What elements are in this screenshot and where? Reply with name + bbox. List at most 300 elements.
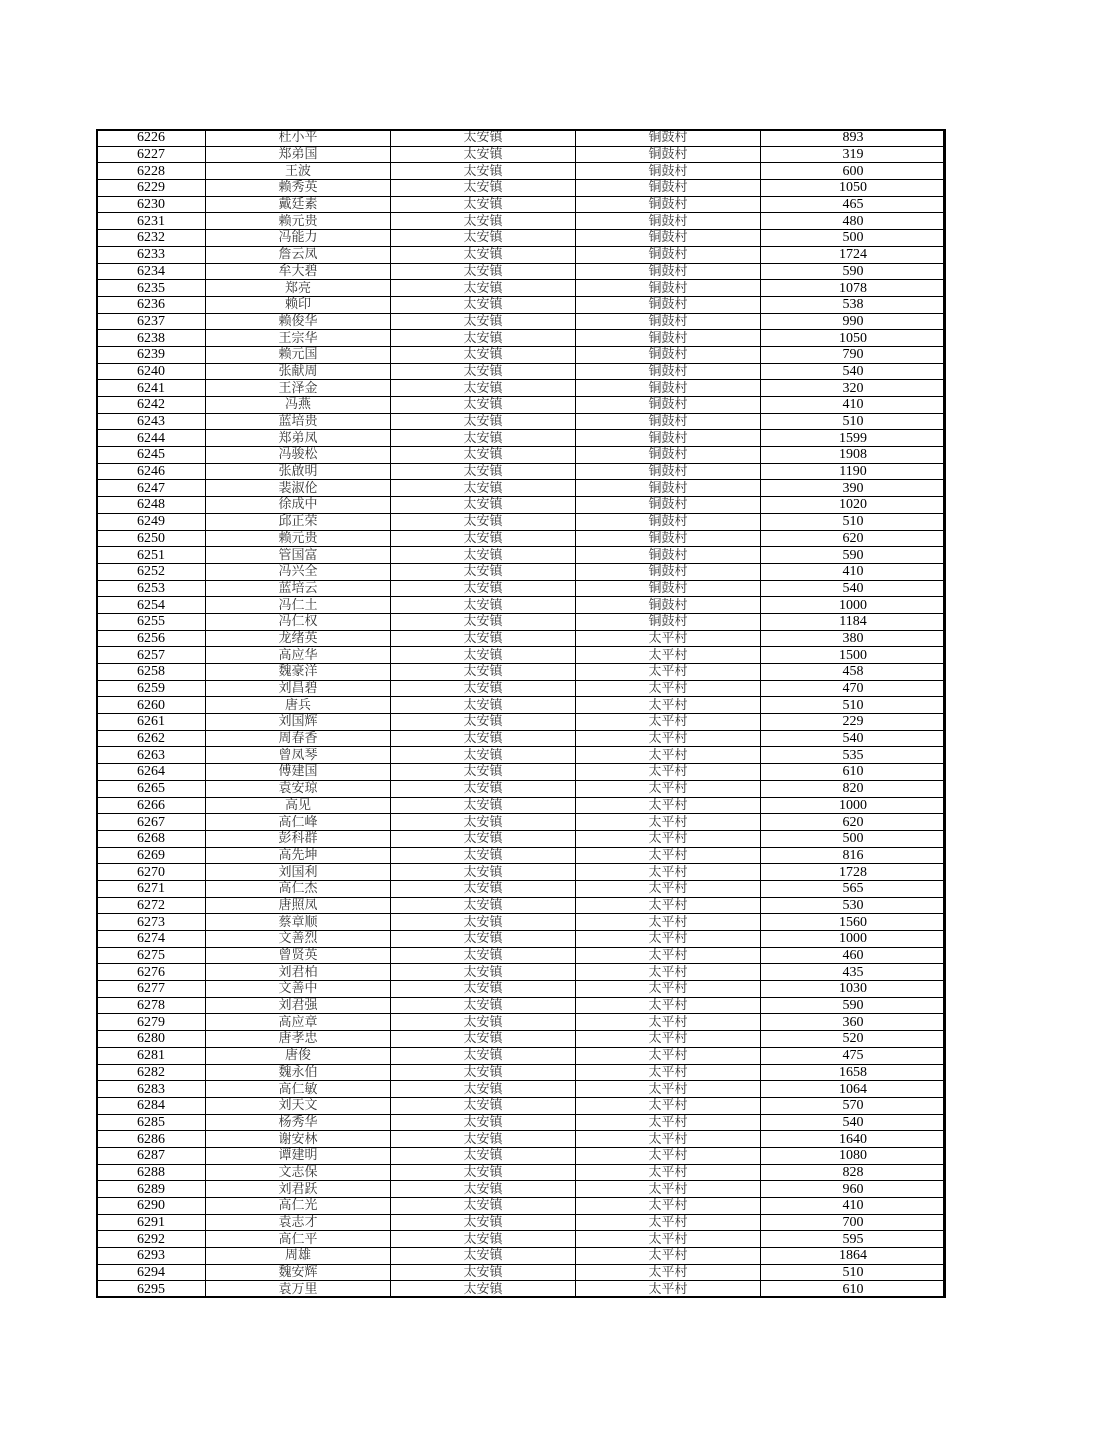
amount-cell: 1908 (761, 447, 946, 464)
row-number-cell: 6287 (97, 1147, 206, 1164)
village-cell: 铜鼓村 (576, 547, 761, 564)
table-row (97, 964, 946, 981)
village-cell: 铜鼓村 (576, 130, 761, 147)
village-cell: 铜鼓村 (576, 480, 761, 497)
village-cell: 太平村 (576, 981, 761, 998)
person-name-cell: 戴廷素 (206, 196, 391, 213)
row-number-cell: 6228 (97, 163, 206, 180)
town-cell: 太安镇 (391, 163, 576, 180)
amount-cell: 790 (761, 346, 946, 363)
village-cell: 太平村 (576, 1081, 761, 1098)
village-cell: 铜鼓村 (576, 513, 761, 530)
person-name-cell: 赖俊华 (206, 313, 391, 330)
row-number-cell: 6285 (97, 1114, 206, 1131)
village-cell: 太平村 (576, 880, 761, 897)
person-name-cell: 赖元贵 (206, 213, 391, 230)
amount-cell: 500 (761, 830, 946, 847)
person-name-cell: 唐照凤 (206, 897, 391, 914)
amount-cell: 1864 (761, 1248, 946, 1265)
person-name-cell: 刘昌碧 (206, 680, 391, 697)
village-cell: 铜鼓村 (576, 213, 761, 230)
table-row (97, 146, 946, 163)
town-cell: 太安镇 (391, 847, 576, 864)
amount-cell: 1658 (761, 1064, 946, 1081)
table-row (97, 1031, 946, 1048)
row-number-cell: 6263 (97, 747, 206, 764)
row-number-cell: 6290 (97, 1198, 206, 1215)
village-cell: 太平村 (576, 780, 761, 797)
amount-cell: 510 (761, 513, 946, 530)
town-cell: 太安镇 (391, 230, 576, 247)
table-row (97, 447, 946, 464)
amount-cell: 1000 (761, 797, 946, 814)
person-name-cell: 张献周 (206, 363, 391, 380)
town-cell: 太安镇 (391, 497, 576, 514)
town-cell: 太安镇 (391, 947, 576, 964)
person-name-cell: 蓝培云 (206, 580, 391, 597)
person-name-cell: 高仁峰 (206, 814, 391, 831)
amount-cell: 530 (761, 897, 946, 914)
town-cell: 太安镇 (391, 647, 576, 664)
table-row (97, 413, 946, 430)
person-name-cell: 詹云凤 (206, 246, 391, 263)
town-cell: 太安镇 (391, 480, 576, 497)
amount-cell: 1190 (761, 463, 946, 480)
row-number-cell: 6246 (97, 463, 206, 480)
row-number-cell: 6234 (97, 263, 206, 280)
table-row (97, 1131, 946, 1148)
person-name-cell: 王泽金 (206, 380, 391, 397)
table-row (97, 263, 946, 280)
table-row (97, 847, 946, 864)
row-number-cell: 6231 (97, 213, 206, 230)
table-row (97, 680, 946, 697)
town-cell: 太安镇 (391, 1214, 576, 1231)
person-name-cell: 高应华 (206, 647, 391, 664)
village-cell: 太平村 (576, 964, 761, 981)
amount-cell: 540 (761, 363, 946, 380)
amount-cell: 1728 (761, 864, 946, 881)
table-row (97, 864, 946, 881)
town-cell: 太安镇 (391, 897, 576, 914)
table-row (97, 330, 946, 347)
table-row (97, 613, 946, 630)
row-number-cell: 6278 (97, 997, 206, 1014)
village-cell: 铜鼓村 (576, 330, 761, 347)
table-row (97, 296, 946, 313)
row-number-cell: 6247 (97, 480, 206, 497)
person-name-cell: 刘天文 (206, 1097, 391, 1114)
village-cell: 铜鼓村 (576, 230, 761, 247)
row-number-cell: 6253 (97, 580, 206, 597)
row-number-cell: 6281 (97, 1047, 206, 1064)
town-cell: 太安镇 (391, 296, 576, 313)
amount-cell: 1599 (761, 430, 946, 447)
village-cell: 铜鼓村 (576, 580, 761, 597)
amount-cell: 460 (761, 947, 946, 964)
town-cell: 太安镇 (391, 814, 576, 831)
town-cell: 太安镇 (391, 680, 576, 697)
amount-cell: 600 (761, 163, 946, 180)
table-row (97, 780, 946, 797)
row-number-cell: 6282 (97, 1064, 206, 1081)
person-name-cell: 曾凤琴 (206, 747, 391, 764)
table-row (97, 1081, 946, 1098)
town-cell: 太安镇 (391, 1097, 576, 1114)
table-row (97, 1214, 946, 1231)
table-row (97, 1231, 946, 1248)
town-cell: 太安镇 (391, 1264, 576, 1281)
person-name-cell: 郑亮 (206, 280, 391, 297)
amount-cell: 1064 (761, 1081, 946, 1098)
village-cell: 铜鼓村 (576, 246, 761, 263)
table-row (97, 947, 946, 964)
table-row (97, 163, 946, 180)
person-name-cell: 郑弟国 (206, 146, 391, 163)
person-name-cell: 冯仁土 (206, 597, 391, 614)
village-cell: 铜鼓村 (576, 397, 761, 414)
row-number-cell: 6295 (97, 1281, 206, 1298)
row-number-cell: 6233 (97, 246, 206, 263)
person-name-cell: 高仁平 (206, 1231, 391, 1248)
person-name-cell: 冯骏松 (206, 447, 391, 464)
town-cell: 太安镇 (391, 180, 576, 197)
row-number-cell: 6256 (97, 630, 206, 647)
village-cell: 太平村 (576, 847, 761, 864)
amount-cell: 510 (761, 1264, 946, 1281)
person-name-cell: 牟大碧 (206, 263, 391, 280)
table-row (97, 230, 946, 247)
amount-cell: 410 (761, 1198, 946, 1215)
row-number-cell: 6243 (97, 413, 206, 430)
amount-cell: 1000 (761, 931, 946, 948)
amount-cell: 540 (761, 1114, 946, 1131)
person-name-cell: 袁万里 (206, 1281, 391, 1298)
town-cell: 太安镇 (391, 747, 576, 764)
table-row (97, 1114, 946, 1131)
row-number-cell: 6286 (97, 1131, 206, 1148)
amount-cell: 610 (761, 1281, 946, 1298)
amount-cell: 816 (761, 847, 946, 864)
person-name-cell: 管国富 (206, 547, 391, 564)
town-cell: 太安镇 (391, 797, 576, 814)
person-name-cell: 谢安林 (206, 1131, 391, 1148)
table-row (97, 897, 946, 914)
town-cell: 太安镇 (391, 363, 576, 380)
village-cell: 铜鼓村 (576, 613, 761, 630)
village-cell: 铜鼓村 (576, 447, 761, 464)
village-cell: 太平村 (576, 1264, 761, 1281)
row-number-cell: 6265 (97, 780, 206, 797)
town-cell: 太安镇 (391, 1081, 576, 1098)
amount-cell: 1560 (761, 914, 946, 931)
amount-cell: 470 (761, 680, 946, 697)
town-cell: 太安镇 (391, 130, 576, 147)
town-cell: 太安镇 (391, 981, 576, 998)
village-cell: 太平村 (576, 714, 761, 731)
amount-cell: 510 (761, 413, 946, 430)
amount-cell: 410 (761, 397, 946, 414)
table-row (97, 563, 946, 580)
town-cell: 太安镇 (391, 864, 576, 881)
table-row (97, 313, 946, 330)
town-cell: 太安镇 (391, 246, 576, 263)
row-number-cell: 6252 (97, 563, 206, 580)
village-cell: 太平村 (576, 764, 761, 781)
row-number-cell: 6251 (97, 547, 206, 564)
person-name-cell: 蔡章顺 (206, 914, 391, 931)
person-name-cell: 赖元贵 (206, 530, 391, 547)
table-row (97, 647, 946, 664)
person-name-cell: 赖秀英 (206, 180, 391, 197)
village-cell: 太平村 (576, 1147, 761, 1164)
person-name-cell: 刘君跃 (206, 1181, 391, 1198)
table-row (97, 530, 946, 547)
person-name-cell: 谭建明 (206, 1147, 391, 1164)
table-row (97, 180, 946, 197)
village-cell: 太平村 (576, 814, 761, 831)
row-number-cell: 6284 (97, 1097, 206, 1114)
village-cell: 太平村 (576, 1014, 761, 1031)
amount-cell: 1724 (761, 246, 946, 263)
village-cell: 太平村 (576, 1097, 761, 1114)
town-cell: 太安镇 (391, 563, 576, 580)
town-cell: 太安镇 (391, 1147, 576, 1164)
table-row (97, 246, 946, 263)
table-row (97, 213, 946, 230)
town-cell: 太安镇 (391, 430, 576, 447)
table-row (97, 280, 946, 297)
town-cell: 太安镇 (391, 1014, 576, 1031)
person-name-cell: 文志保 (206, 1164, 391, 1181)
amount-cell: 510 (761, 697, 946, 714)
village-cell: 铜鼓村 (576, 280, 761, 297)
village-cell: 太平村 (576, 864, 761, 881)
amount-cell: 595 (761, 1231, 946, 1248)
row-number-cell: 6236 (97, 296, 206, 313)
town-cell: 太安镇 (391, 196, 576, 213)
row-number-cell: 6227 (97, 146, 206, 163)
town-cell: 太安镇 (391, 1064, 576, 1081)
table-row (97, 580, 946, 597)
village-cell: 铜鼓村 (576, 313, 761, 330)
row-number-cell: 6269 (97, 847, 206, 864)
person-name-cell: 冯燕 (206, 397, 391, 414)
town-cell: 太安镇 (391, 830, 576, 847)
row-number-cell: 6230 (97, 196, 206, 213)
table-row (97, 130, 946, 147)
table-row (97, 1097, 946, 1114)
village-cell: 太平村 (576, 1198, 761, 1215)
row-number-cell: 6264 (97, 764, 206, 781)
table-row (97, 931, 946, 948)
row-number-cell: 6288 (97, 1164, 206, 1181)
row-number-cell: 6260 (97, 697, 206, 714)
amount-cell: 319 (761, 146, 946, 163)
amount-cell: 458 (761, 664, 946, 681)
village-cell: 太平村 (576, 747, 761, 764)
amount-cell: 380 (761, 630, 946, 647)
amount-cell: 570 (761, 1097, 946, 1114)
table-row (97, 1147, 946, 1164)
person-name-cell: 高仁杰 (206, 880, 391, 897)
row-number-cell: 6293 (97, 1248, 206, 1265)
person-name-cell: 刘君强 (206, 997, 391, 1014)
table-row (97, 697, 946, 714)
amount-cell: 610 (761, 764, 946, 781)
village-cell: 太平村 (576, 797, 761, 814)
table-row (97, 1047, 946, 1064)
person-name-cell: 高仁光 (206, 1198, 391, 1215)
person-name-cell: 赖元国 (206, 346, 391, 363)
amount-cell: 475 (761, 1047, 946, 1064)
table-row (97, 747, 946, 764)
amount-cell: 1080 (761, 1147, 946, 1164)
amount-cell: 229 (761, 714, 946, 731)
village-cell: 铜鼓村 (576, 597, 761, 614)
amount-cell: 820 (761, 780, 946, 797)
table-row (97, 547, 946, 564)
town-cell: 太安镇 (391, 463, 576, 480)
village-cell: 太平村 (576, 730, 761, 747)
person-name-cell: 裴淑伦 (206, 480, 391, 497)
amount-cell: 1000 (761, 597, 946, 614)
person-name-cell: 彭科群 (206, 830, 391, 847)
town-cell: 太安镇 (391, 447, 576, 464)
table-row (97, 997, 946, 1014)
amount-cell: 590 (761, 263, 946, 280)
row-number-cell: 6294 (97, 1264, 206, 1281)
village-cell: 铜鼓村 (576, 430, 761, 447)
town-cell: 太安镇 (391, 613, 576, 630)
person-name-cell: 赖印 (206, 296, 391, 313)
village-cell: 铜鼓村 (576, 180, 761, 197)
table-row (97, 463, 946, 480)
row-number-cell: 6257 (97, 647, 206, 664)
table-row (97, 497, 946, 514)
row-number-cell: 6272 (97, 897, 206, 914)
village-cell: 铜鼓村 (576, 363, 761, 380)
row-number-cell: 6248 (97, 497, 206, 514)
person-name-cell: 曾贤英 (206, 947, 391, 964)
town-cell: 太安镇 (391, 530, 576, 547)
village-cell: 铜鼓村 (576, 563, 761, 580)
town-cell: 太安镇 (391, 213, 576, 230)
amount-cell: 520 (761, 1031, 946, 1048)
person-name-cell: 文善中 (206, 981, 391, 998)
village-cell: 铜鼓村 (576, 463, 761, 480)
person-name-cell: 刘国利 (206, 864, 391, 881)
table-row (97, 1248, 946, 1265)
person-name-cell: 周雄 (206, 1248, 391, 1265)
row-number-cell: 6266 (97, 797, 206, 814)
amount-cell: 500 (761, 230, 946, 247)
town-cell: 太安镇 (391, 346, 576, 363)
person-name-cell: 邱正荣 (206, 513, 391, 530)
town-cell: 太安镇 (391, 263, 576, 280)
village-cell: 太平村 (576, 1231, 761, 1248)
amount-cell: 620 (761, 814, 946, 831)
amount-cell: 1020 (761, 497, 946, 514)
amount-cell: 1050 (761, 180, 946, 197)
table-row (97, 196, 946, 213)
amount-cell: 480 (761, 213, 946, 230)
amount-cell: 465 (761, 196, 946, 213)
row-number-cell: 6249 (97, 513, 206, 530)
village-cell: 铜鼓村 (576, 263, 761, 280)
village-cell: 铜鼓村 (576, 296, 761, 313)
town-cell: 太安镇 (391, 280, 576, 297)
row-number-cell: 6226 (97, 130, 206, 147)
amount-cell: 960 (761, 1181, 946, 1198)
person-name-cell: 冯能力 (206, 230, 391, 247)
row-number-cell: 6291 (97, 1214, 206, 1231)
village-cell: 太平村 (576, 1047, 761, 1064)
town-cell: 太安镇 (391, 330, 576, 347)
table-row (97, 1281, 946, 1298)
row-number-cell: 6239 (97, 346, 206, 363)
person-name-cell: 蓝培贵 (206, 413, 391, 430)
town-cell: 太安镇 (391, 880, 576, 897)
table-row (97, 1198, 946, 1215)
person-name-cell: 郑弟凤 (206, 430, 391, 447)
row-number-cell: 6261 (97, 714, 206, 731)
person-name-cell: 周春香 (206, 730, 391, 747)
amount-cell: 590 (761, 997, 946, 1014)
row-number-cell: 6271 (97, 880, 206, 897)
amount-cell: 620 (761, 530, 946, 547)
village-cell: 太平村 (576, 830, 761, 847)
town-cell: 太安镇 (391, 1131, 576, 1148)
table-row (97, 880, 946, 897)
person-name-cell: 文善烈 (206, 931, 391, 948)
person-name-cell: 龙绪英 (206, 630, 391, 647)
amount-cell: 320 (761, 380, 946, 397)
row-number-cell: 6280 (97, 1031, 206, 1048)
person-name-cell: 杨秀华 (206, 1114, 391, 1131)
row-number-cell: 6229 (97, 180, 206, 197)
amount-cell: 410 (761, 563, 946, 580)
amount-cell: 540 (761, 730, 946, 747)
table-row (97, 630, 946, 647)
village-cell: 太平村 (576, 931, 761, 948)
town-cell: 太安镇 (391, 1248, 576, 1265)
amount-cell: 1640 (761, 1131, 946, 1148)
row-number-cell: 6289 (97, 1181, 206, 1198)
town-cell: 太安镇 (391, 964, 576, 981)
row-number-cell: 6268 (97, 830, 206, 847)
amount-cell: 360 (761, 1014, 946, 1031)
amount-cell: 540 (761, 580, 946, 597)
village-cell: 太平村 (576, 647, 761, 664)
town-cell: 太安镇 (391, 764, 576, 781)
roster-table (96, 129, 946, 1298)
person-name-cell: 魏豪洋 (206, 664, 391, 681)
row-number-cell: 6244 (97, 430, 206, 447)
village-cell: 铜鼓村 (576, 497, 761, 514)
row-number-cell: 6240 (97, 363, 206, 380)
person-name-cell: 袁安琼 (206, 780, 391, 797)
village-cell: 太平村 (576, 1181, 761, 1198)
table-row (97, 480, 946, 497)
town-cell: 太安镇 (391, 630, 576, 647)
table-row (97, 363, 946, 380)
town-cell: 太安镇 (391, 1047, 576, 1064)
person-name-cell: 高应章 (206, 1014, 391, 1031)
table-row (97, 346, 946, 363)
village-cell: 太平村 (576, 697, 761, 714)
table-row (97, 430, 946, 447)
